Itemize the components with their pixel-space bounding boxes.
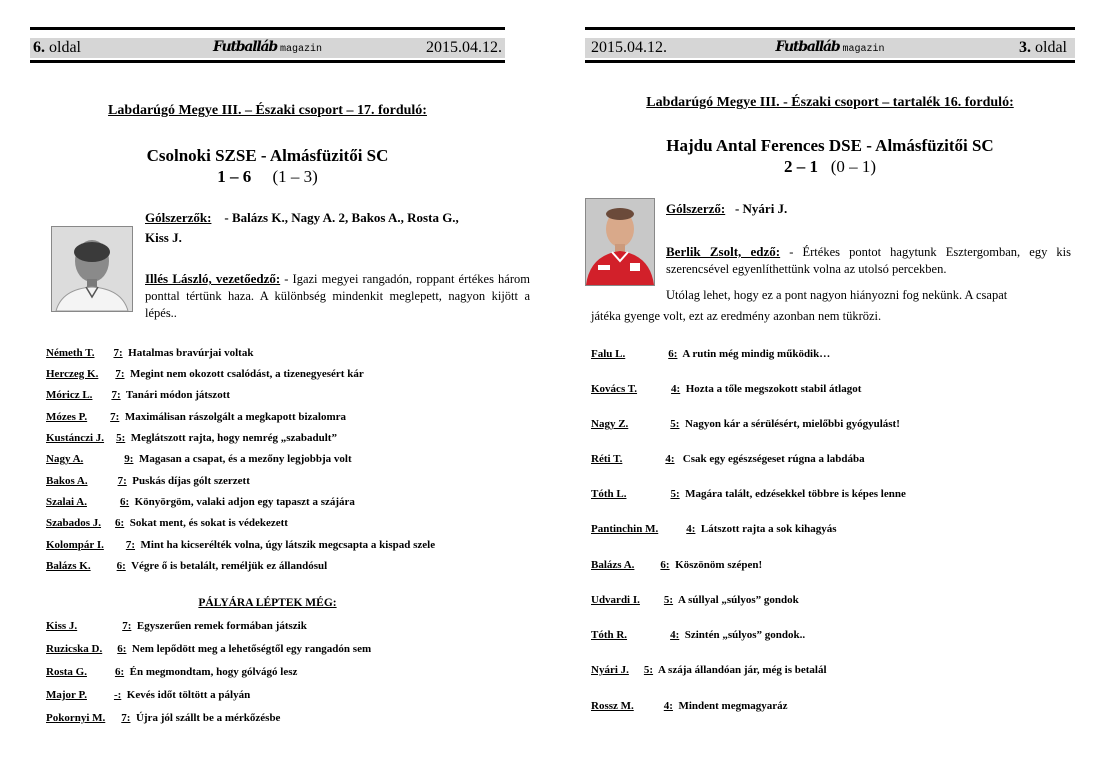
player-row: Udvardi I. 5: A súllyal „súlyos” gondok — [591, 594, 799, 606]
player-row: Németh T. 7: Hatalmas bravúrjai voltak — [46, 347, 254, 359]
coach-photo — [585, 198, 655, 286]
player-row: Kustánczi J. 5: Meglátszott rajta, hogy nemrég „szabadult” — [46, 432, 337, 444]
substitute-row: Rosta G. 6: Én megmondtam, hogy gólvágó lesz — [46, 666, 298, 678]
right-page — [585, 0, 1075, 772]
player-row: Tóth R. 4: Szintén „súlyos” gondok.. — [591, 629, 806, 641]
magazine-logo: Futballáb magazin — [213, 39, 322, 55]
player-row: Balázs K. 6: Végre ő is betalált, reméljük ez állandósul — [46, 560, 328, 572]
left-page — [30, 0, 530, 772]
player-row: Kolompár I. 7: Mint ha kicserélték volna, úgy látszik megcsapta a kispad szele — [46, 539, 436, 551]
page-number: 3. oldal — [1019, 39, 1067, 56]
substitute-row: Ruzicska D. 6: Nem lepődött meg a lehetőségtől egy rangadón sem — [46, 643, 372, 655]
match-score: 1 – 6 (1 – 3) — [217, 167, 318, 186]
player-row: Mózes P. 7: Maximálisan rászolgált a megkapott bizalomra — [46, 411, 347, 423]
magazine-logo: Futballáb magazin — [775, 39, 885, 55]
page-number: 6. oldal — [33, 39, 81, 56]
player-row: Réti T. 4: Csak egy egészségeset rúgna a labdába — [591, 453, 865, 465]
player-row: Rossz M. 4: Mindent megmagyaráz — [591, 700, 788, 712]
coach-comment: Berlik Zsolt, edző: - Értékes pontot hagytunk Esztergomban, egy kis szerencsével egyenlíthettünk volna az utolsó percekben. — [666, 244, 1072, 276]
player-row: Pantinchin M. 4: Látszott rajta a sok kihagyás — [591, 523, 837, 535]
player-row: Tóth L. 5: Magára talált, edzésekkel többre is képes lenne — [591, 488, 906, 500]
player-row: Balázs A. 6: Köszönöm szépen! — [591, 559, 763, 571]
player-row: Szabados J. 6: Sokat ment, és sokat is védekezett — [46, 517, 288, 529]
coach-comment-continued: Utólag lehet, hogy ez a pont nagyon hiányozni fog nekünk. A csapat — [666, 288, 1008, 302]
player-row: Nagy Z. 5: Nagyon kár a sérülésért, mielőbbi gyógyulást! — [591, 418, 900, 430]
round-title: Labdarúgó Megye III. – Északi csoport – 17. forduló: — [108, 103, 427, 118]
coach-comment-end: játéka gyenge volt, ezt az eredmény azonban nem tükrözi. — [591, 309, 882, 323]
substitute-row: Pokornyi M. 7: Újra jól szállt be a mérkőzésbe — [46, 712, 281, 724]
round-title: Labdarúgó Megye III. - Északi csoport – tartalék 16. forduló: — [646, 95, 1014, 110]
match-title: Csolnoki SZSE - Almásfüzitői SC — [146, 146, 389, 165]
substitutes-title: PÁLYÁRA LÉPTEK MÉG: — [198, 597, 337, 609]
issue-date: 2015.04.12. — [426, 39, 502, 56]
goal-scorers: Gólszerzők: - Balázs K., Nagy A. 2, Bakos A., Rosta G., Kiss J. — [145, 210, 459, 245]
right-page-header — [585, 27, 1075, 63]
left-page-header — [30, 27, 505, 63]
player-row: Bakos A. 7: Puskás díjas gólt szerzett — [46, 475, 250, 487]
player-row: Nagy A. 9: Magasan a csapat, és a mezőny legjobbja volt — [46, 453, 352, 465]
substitute-row: Major P. -: Kevés időt töltött a pályán — [46, 689, 251, 701]
substitute-row: Kiss J. 7: Egyszerűen remek formában játszik — [46, 620, 307, 632]
match-score: 2 – 1 (0 – 1) — [783, 157, 877, 176]
player-row: Falu L. 6: A rutin még mindig működik… — [591, 348, 831, 360]
coach-comment: Illés László, vezetőedző: - Igazi megyei rangadón, roppant értékes három ponttal tértünk haza. A különbség mindenkit meglepett, nagyon kijött a lépés.. — [145, 271, 530, 320]
player-row: Nyári J. 5: A szája állandóan jár, még is betalál — [591, 664, 827, 676]
goal-scorers: Gólszerző: - Nyári J. — [666, 201, 788, 216]
issue-date: 2015.04.12. — [591, 39, 667, 56]
match-title: Hajdu Antal Ferences DSE - Almásfüzitői SC — [666, 136, 994, 155]
player-row: Móricz L. 7: Tanári módon játszott — [46, 389, 231, 401]
player-row: Kovács T. 4: Hozta a tőle megszokott stabil átlagot — [591, 383, 862, 395]
player-row: Herczeg K. 7: Megint nem okozott csalódást, a tizenegyesért kár — [46, 368, 364, 380]
player-row: Szalai A. 6: Könyörgöm, valaki adjon egy tapaszt a szájára — [46, 496, 355, 508]
coach-photo — [51, 226, 133, 312]
